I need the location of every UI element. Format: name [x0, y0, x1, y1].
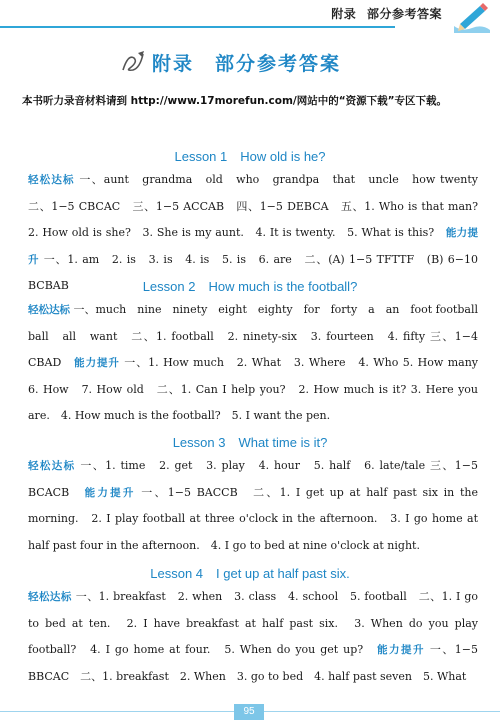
footer-rule-right	[264, 711, 500, 712]
lesson-3-kw-basic: 轻松达标	[28, 460, 76, 472]
lesson-1-kw-advanced: 能力提升	[28, 227, 479, 266]
lesson-3-kw-advanced: 能力提升	[84, 486, 136, 499]
section-title	[120, 48, 341, 76]
header-part1: 附录	[331, 7, 357, 21]
lesson-1-advanced-text: 一、1. am 2. is 3. is 4. is 5. is 6. are 二、(A) 1−5 TFTTF (B) 6−10 BCBAB	[28, 252, 479, 292]
lesson-2-kw-advanced: 能力提升	[74, 357, 120, 369]
header-rule	[0, 26, 395, 28]
lesson-2-basic-text: 一、much nine ninety eight eighty for forty a an foot football ball all want 二、1. football 2. ninety-six 3. fourteen 4. fifty 三、1−4 CBAD	[28, 303, 489, 369]
audio-download-note: 本书听力录音材料请到 http://www.17morefun.com/网站中的“资源下载”专区下载。	[22, 95, 448, 107]
lesson-4-title: Lesson 4 I get up at half past six.	[150, 566, 350, 581]
lesson-4-kw-basic: 轻松达标	[28, 591, 72, 603]
lesson-2-kw-basic: 轻松达标	[28, 304, 70, 316]
lesson-4-basic-text: 一、1. breakfast 2. when 3. class 4. school 5. football 二、1. I go to bed at ten. 2. I have breakfast at half past six. 3. When do you play football? 4. I go home at four. 5. When do you get up?	[28, 590, 479, 656]
lesson-2-advanced-text: 一、1. How much 2. What 3. Where 4. Who 5. How many 6. How 7. How old 二、1. Can I help you? 2. How much is it? 3. Here you are. 4. How much is the football? 5. I want the pen.	[28, 356, 490, 422]
running-header	[325, 5, 442, 22]
section-title-text: 附录 部分参考答案	[152, 52, 342, 75]
lesson-3-basic-text: 一、1. time 2. get 3. play 4. hour 5. half 6. late/tale 三、1−5 BCACB	[28, 459, 479, 499]
lesson-1-kw-basic: 轻松达标	[28, 174, 75, 186]
lesson-4-answers	[28, 584, 478, 690]
lesson-3-answers	[28, 453, 478, 559]
lesson-2-title: Lesson 2 How much is the football?	[142, 279, 358, 294]
lesson-4-advanced-text: 一、1−5 BBCAC 二、1. breakfast 2. When 3. go to bed 4. half past seven 5. What	[28, 643, 479, 683]
lesson-1-title: Lesson 1 How old is he?	[174, 149, 326, 164]
lesson-2-answers	[28, 297, 490, 430]
lesson-1-basic-text: 一、aunt grandma old who grandpa that uncle how twenty 二、1−5 CBCAC 三、1−5 ACCAB 四、1−5 DEBCA 五、1. Who is that man? 2. How old is she? 3. She is my aunt. 4. It is twenty. 5. What is this?	[28, 173, 490, 239]
lesson-3-title: Lesson 3 What time is it?	[172, 435, 328, 450]
lesson-3-advanced-text: 一、1−5 BACCB 二、1. I get up at half past six in the morning. 2. I play football at three o'clock in the afternoon. 3. I go home at half past four in the afternoon. 4. I go to bed at nine o'clock at night.	[28, 485, 479, 552]
lesson-4-kw-advanced: 能力提升	[377, 644, 425, 656]
footer-rule-left	[0, 711, 234, 712]
header-part2: 部分参考答案	[366, 7, 442, 21]
pen-doodle-icon	[120, 50, 146, 74]
pencil-splash-icon	[450, 2, 494, 34]
page-number: 95	[234, 704, 264, 720]
